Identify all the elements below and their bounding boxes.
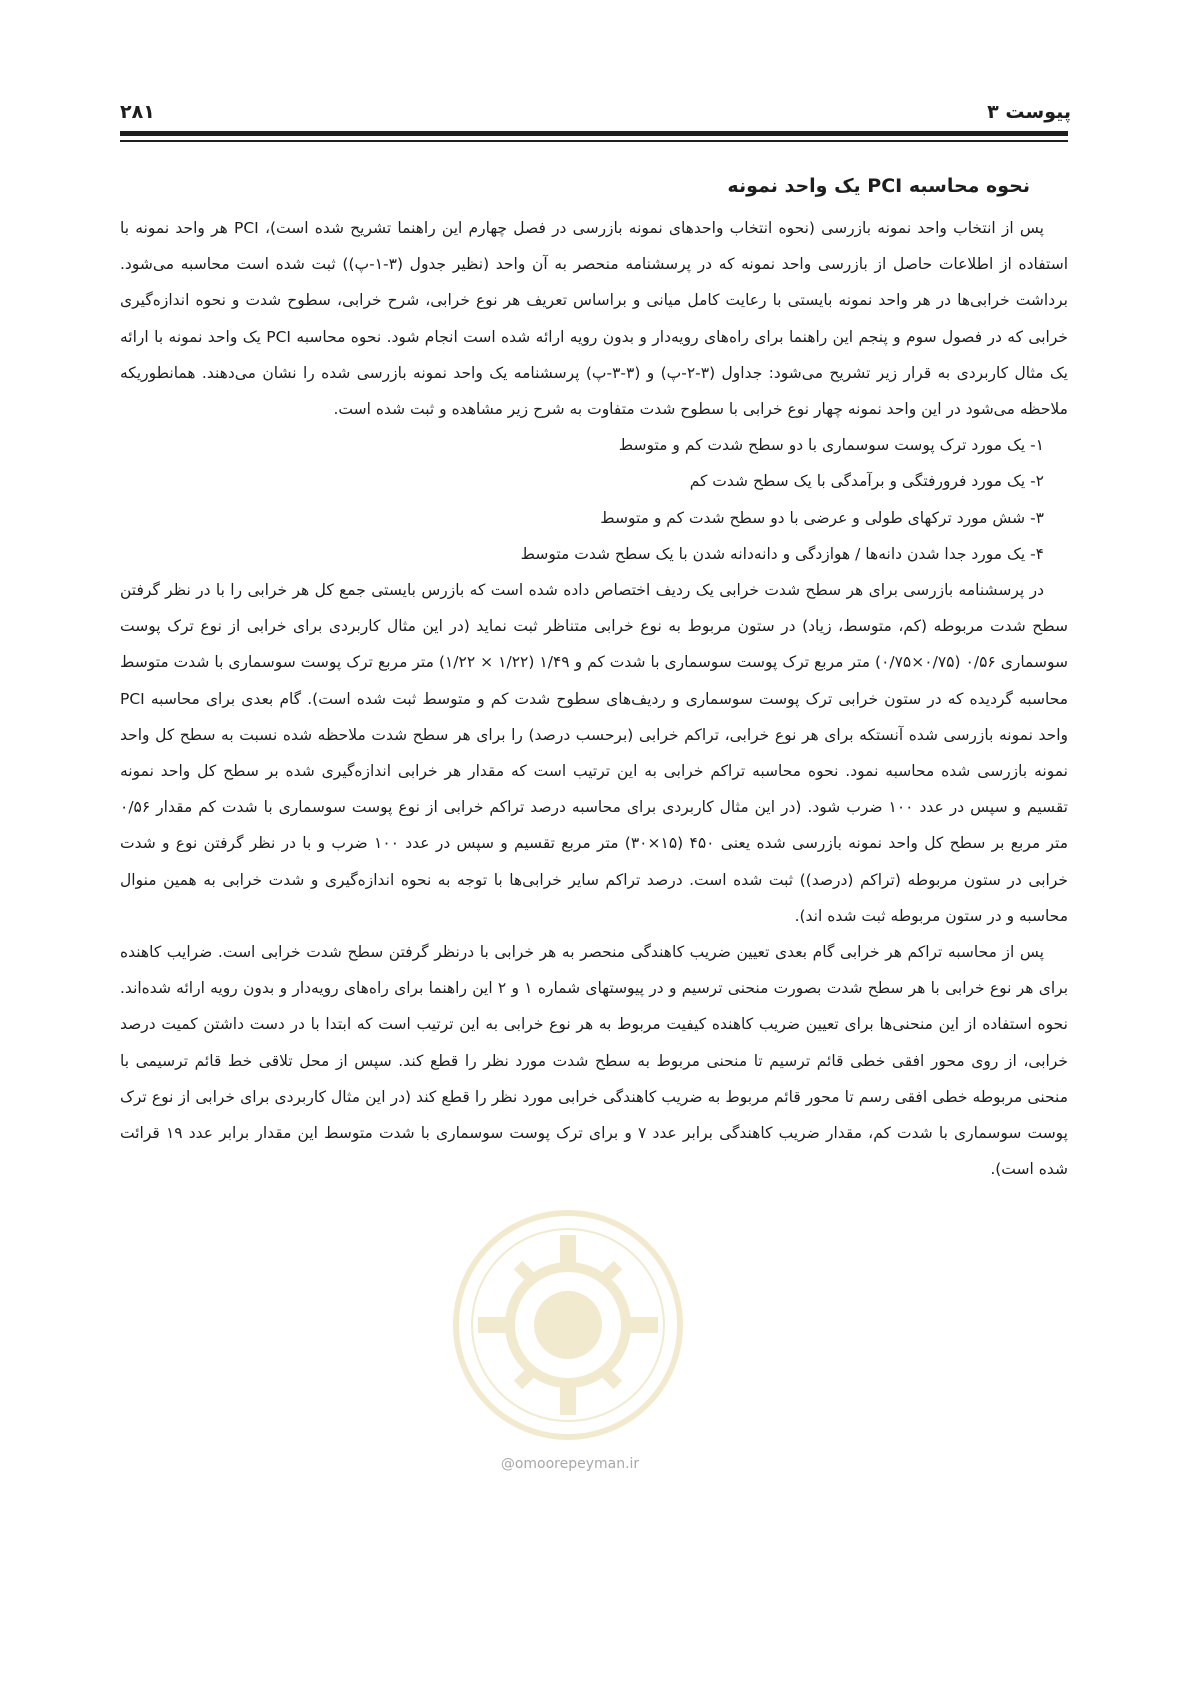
running-header [120,92,1071,132]
header-rule-thin [120,140,1068,142]
list-item: ۳- شش مورد ترکهای طولی و عرضی با دو سطح شدت کم و متوسط [600,508,1044,527]
paragraph-deduct-value: پس از محاسبه تراکم هر خرابی گام بعدی تعیین ضریب کاهندگی منحصر به هر خرابی با درنظر گرفتن سطح شدت خرابی است. ضرایب کاهنده برای هر نوع خرابی با هر سطح شدت بصورت منحنی ترسیم و در پیوستهای شماره ۱ و ۲ این راهنما برای راه‌های رویه‌دار و بدون رویه ارائه شده‌اند. نحوه استفاده از این منحنی‌ها برای تعیین ضریب کاهنده کیفیت مربوط به هر نوع خرابی به این ترتیب است که ابتدا با در دست داشتن کمیت درصد خرابی، از روی محور افقی خطی قائم ترسیم تا منحنی مربوط به سطح شدت مورد نظر را قطع کند. سپس از محل تلاقی خط قائم ترسیمی با منحنی مربوطه خطی افقی رسم تا محور قائم مربوط به ضریب کاهندگی خرابی مورد نظر را قطع کند (در این مثال کاربردی برای خرابی از نوع ترک پوست سوسماری با شدت کم، مقدار ضریب کاهندگی برابر عدد ۷ و برای ترک پوست سوسماری با شدت متوسط این مقدار برابر عدد ۱۹ قرائت شده است). [120,943,1069,1179]
body-content [120,170,1068,1187]
section-title: نحوه محاسبه PCI یک واحد نمونه [727,175,1030,197]
page-number: ۲۸۱ [120,101,155,123]
distress-list [120,427,1068,572]
section-label: پیوست ۳ [987,101,1071,123]
list-item: ۲- یک مورد فرورفتگی و برآمدگی با یک سطح شدت کم [689,472,1044,491]
list-item: ۱- یک مورد ترک پوست سوسماری با دو سطح شدت کم و متوسط [618,436,1044,455]
paragraph-density: در پرسشنامه بازرسی برای هر سطح شدت خرابی یک ردیف اختصاص داده شده است که بازرس بایستی جمع کل هر خرابی را با در نظر گرفتن سطح شدت مربوطه (کم، متوسط، زیاد) در ستون مربوط به نوع خرابی متناظر ثبت نماید (در این مثال کاربردی برای خرابی از نوع ترک پوست سوسماری ۰/۵۶ (۰/۷۵×۰/۷۵) متر مربع ترک پوست سوسماری با شدت کم و ۱/۴۹ (۱/۲۲ × ۱/۲۲) متر مربع ترک پوست سوسماری با شدت متوسط محاسبه گردیده که در ستون خرابی ترک پوست سوسماری و ردیف‌های سطوح شدت کم و متوسط ثبت شده است). گام بعدی برای محاسبه PCI واحد نمونه بازرسی شده آنستکه برای هر نوع خرابی، تراکم خرابی (برحسب درصد) را برای هر سطح شدت ملاحظه شده نسبت به سطح کل واحد نمونه بازرسی شده محاسبه نمود. نحوه محاسبه تراکم خرابی به این ترتیب است که مقدار هر خرابی اندازه‌گیری شده بر سطح کل واحد نمونه تقسیم و سپس در عدد ۱۰۰ ضرب شود. (در این مثال کاربردی برای محاسبه درصد تراکم خرابی از نوع پوست سوسماری با شدت کم مقدار ۰/۵۶ متر مربع بر سطح کل واحد نمونه بازرسی شده یعنی ۴۵۰ (۱۵×۳۰) متر مربع تقسیم و سپس در عدد ۱۰۰ ضرب و با در نظر گرفتن نوع و شدت خرابی در ستون مربوطه (تراکم (درصد)) ثبت شده است. درصد تراکم سایر خرابی‌ها با توجه به نحوه اندازه‌گیری و شدت خرابی به همین منوال محاسبه و در ستون مربوطه ثبت شده اند). [120,581,1068,925]
watermark-url: @omoorepeyman.ir [500,1456,640,1472]
paragraph-intro: پس از انتخاب واحد نمونه بازرسی (نحوه انتخاب واحدهای نمونه بازرسی در فصل چهارم این راهنما تشریح شده است)، PCI هر واحد نمونه با استفاده از اطلاعات حاصل از بازرسی واحد نمونه که در پرسشنامه منحصر به آن واحد (نظیر جدول (۳-۱-پ)) ثبت شده است محاسبه می‌شود. برداشت خرابی‌ها در هر واحد نمونه بایستی با رعایت کامل میانی و براساس تعریف هر نوع خرابی، شرح خرابی، سطوح شدت و نحوه اندازه‌گیری خرابی که در فصول سوم و پنجم این راهنما برای راه‌های رویه‌دار و بدون رویه ارائه شده است انجام شود. نحوه محاسبه PCI یک واحد نمونه با ارائه یک مثال کاربردی به قرار زیر تشریح می‌شود: جداول (۳-۲-پ) و (۳-۳-پ) پرسشنامه یک واحد نمونه بازرسی شده را نشان می‌دهند. همانطوریکه ملاحظه می‌شود در این واحد نمونه چهار نوع خرابی با سطوح شدت متفاوت به شرح زیر مشاهده و ثبت شده است. [120,219,1069,419]
list-item: ۴- یک مورد جدا شدن دانه‌ها / هوازدگی و دانه‌دانه شدن با یک سطح شدت متوسط [520,544,1044,563]
watermark-seal-icon [448,1205,688,1445]
header-rule-thick [120,131,1068,136]
